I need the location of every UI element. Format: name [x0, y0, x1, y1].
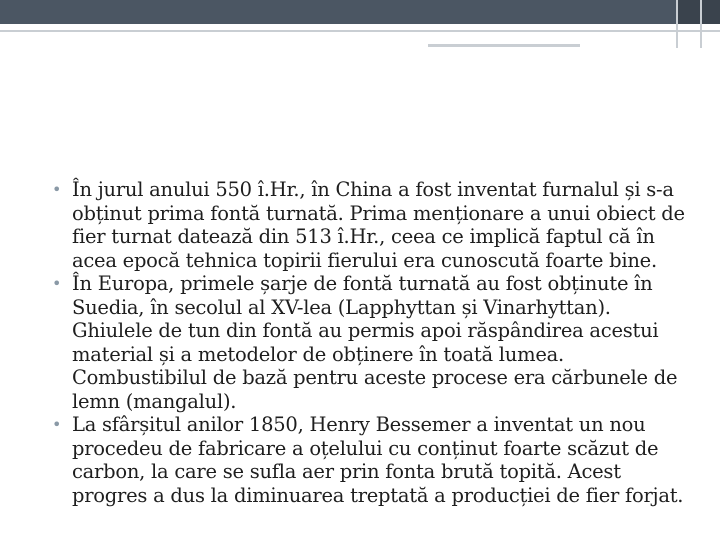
bullet-item-2 [52, 272, 692, 413]
bullet-text: În jurul anului 550 î.Hr., în China a fost inventat furnalul și s-a obținut prima fontă turnată. Prima menționare a unui obiect de fier turnat datează din 513 î.Hr., ceea ce implică faptul că în acea epocă tehnica topirii fierului era cunoscută foarte bine. [72, 178, 685, 272]
bullet-item-3 [52, 413, 692, 507]
bullet-marker-icon: • [52, 180, 62, 199]
header-vertical-rule-left [676, 0, 678, 48]
bullet-text: La sfârșitul anilor 1850, Henry Bessemer a inventat un nou procedeu de fabricare a oțelului cu conținut foarte scăzut de carbon, la care se sufla aer prin fonta brută topită. Acest progres a dus la diminuarea treptată a producției de fier forjat. [72, 413, 684, 507]
header-rule [0, 30, 720, 32]
header-corner-block [676, 0, 720, 24]
slide-body [52, 178, 692, 507]
bullet-item-1 [52, 178, 692, 272]
header-band [0, 0, 720, 24]
header-vertical-rule-right [700, 0, 702, 48]
bullet-text: În Europa, primele șarje de fontă turnată au fost obținute în Suedia, în secolul al XV-lea (Lapphyttan și Vinarhyttan). Ghiulele de tun din fontă au permis apoi răspândirea acestui material și a metodelor de obținere în toată lumea. Combustibilul de bază pentru aceste procese era cărbunele de lemn (mangalul). [72, 272, 678, 413]
bullet-marker-icon: • [52, 415, 62, 434]
header-accent-rule [428, 44, 580, 47]
bullet-marker-icon: • [52, 274, 62, 293]
